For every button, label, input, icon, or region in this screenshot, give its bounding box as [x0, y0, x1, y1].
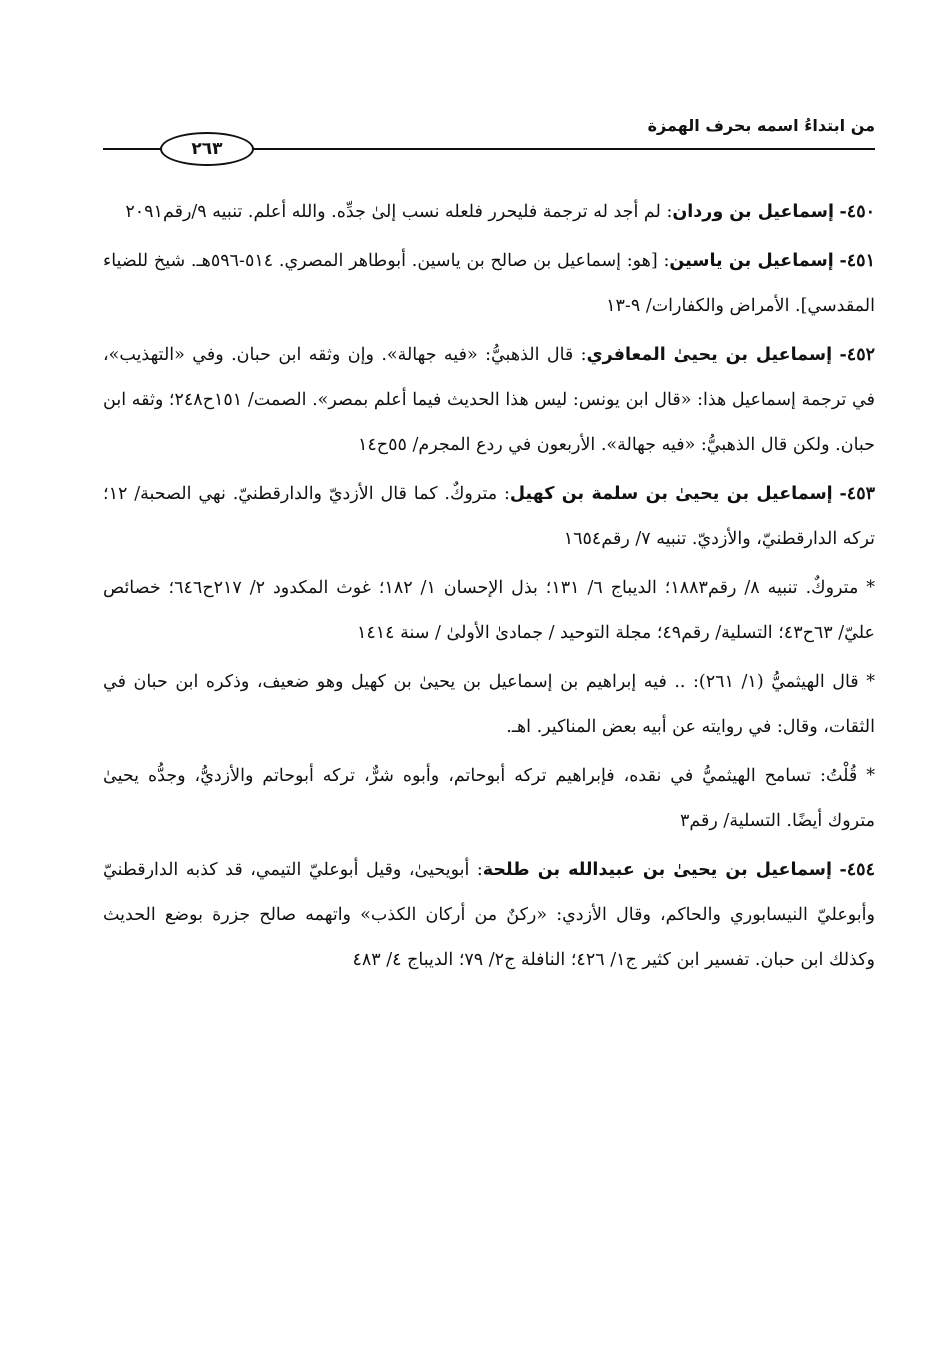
entry-text: * متروكٌ. تنبيه ٨/ رقم١٨٨٣؛ الديباج ٦/ ١٣١؛ بذل الإحسان ١/ ١٨٢؛ غوث المكدود ٢/ ٢١٧ح٦٤٦؛ خصائص عليّ/ ٦٣ح٤٣؛ التسلية/ رقم٤٩؛ مجلة التوحيد / جمادىٰ الأولىٰ / سنة ١٤١٤	[103, 578, 875, 643]
entry-text: : أبويحيىٰ، وقيل أبوعليّ التيمي، قد كذبه الدارقطنيّ وأبوعليّ النيسابوري والحاكم، وقال الأزدي: «ركنٌ من أركان الكذب» واتهمه صالح جزرة بوضع الحديث وكذلك ابن حبان. تفسير ابن كثير ج١/ ٤٢٦؛ النافلة ج٢/ ٧٩؛ الديباج ٤/ ٤٨٣	[103, 860, 875, 970]
entry-name: إسماعيل بن يحيىٰ المعافري	[586, 345, 833, 365]
entry-note	[103, 754, 875, 844]
entry-number: ٤٥٤-	[839, 860, 875, 880]
entry-452	[103, 333, 875, 468]
entry-note	[103, 660, 875, 750]
entry-450	[103, 190, 875, 235]
running-head: من ابتداءُ اسمه بحرف الهمزة	[647, 116, 875, 135]
entry-name: إسماعيل بن وردان	[672, 202, 834, 222]
entry-number: ٤٥٢-	[839, 345, 875, 365]
entry-text: : [هو: إسماعيل بن صالح بن ياسين. أبوطاهر المصري. ٥١٤-٥٩٦هـ. شيخ للضياء المقدسي]. الأمراض والكفارات/ ٩-١٣	[103, 251, 875, 316]
entry-453	[103, 472, 875, 562]
entry-number: ٤٥١-	[839, 251, 875, 271]
entry-number: ٤٥٠-	[839, 202, 875, 222]
entry-name: إسماعيل بن ياسين	[669, 251, 834, 271]
entry-451	[103, 239, 875, 329]
entry-text: : لم أجد له ترجمة فليحرر فلعله نسب إلىٰ جدِّه. والله أعلم. تنبيه ٩/رقم٢٠٩١	[125, 202, 673, 222]
entry-454	[103, 848, 875, 983]
entry-note	[103, 566, 875, 656]
entry-number: ٤٥٣-	[839, 484, 875, 504]
entry-text: : قال الذهبيُّ: «فيه جهالة». وإن وثقه ابن حبان. وفي «التهذيب»، في ترجمة إسماعيل هذا: «قال ابن يونس: ليس هذا الحديث فيما أعلم بمصر». الصمت/ ١٥١ح٢٤٨؛ وثقه ابن حبان. ولكن قال الذهبيُّ: «فيه جهالة». الأربعون في ردع المجرم/ ٥٥ح١٤	[103, 345, 875, 455]
page-body	[103, 190, 875, 987]
entry-name: إسماعيل بن يحيىٰ بن سلمة بن كهيل	[509, 484, 833, 504]
entry-text: * قال الهيثميُّ (١/ ٢٦١): .. فيه إبراهيم بن إسماعيل بن يحيىٰ بن كهيل وهو ضعيف، وذكره ابن حبان في الثقات، وقال: في روايته عن أبيه بعض المناكير. اهـ.	[103, 672, 875, 737]
page-number: ٢٦٣	[160, 132, 254, 166]
entry-text: : متروكٌ. كما قال الأزديّ والدارقطنيّ. نهي الصحبة/ ١٢؛ تركه الدارقطنيّ، والأزديّ. تنبيه ٧/ رقم١٦٥٤	[103, 484, 875, 549]
entry-name: إسماعيل بن يحيىٰ بن عبيدالله بن طلحة	[482, 860, 832, 880]
entry-text: * قُلْتُ: تسامح الهيثميُّ في نقده، فإبراهيم تركه أبوحاتم، وأبوه شرٌّ، تركه أبوحاتم والأزديُّ، وجدُّه يحيىٰ متروك أيضًا. التسلية/ رقم٣	[103, 766, 875, 831]
